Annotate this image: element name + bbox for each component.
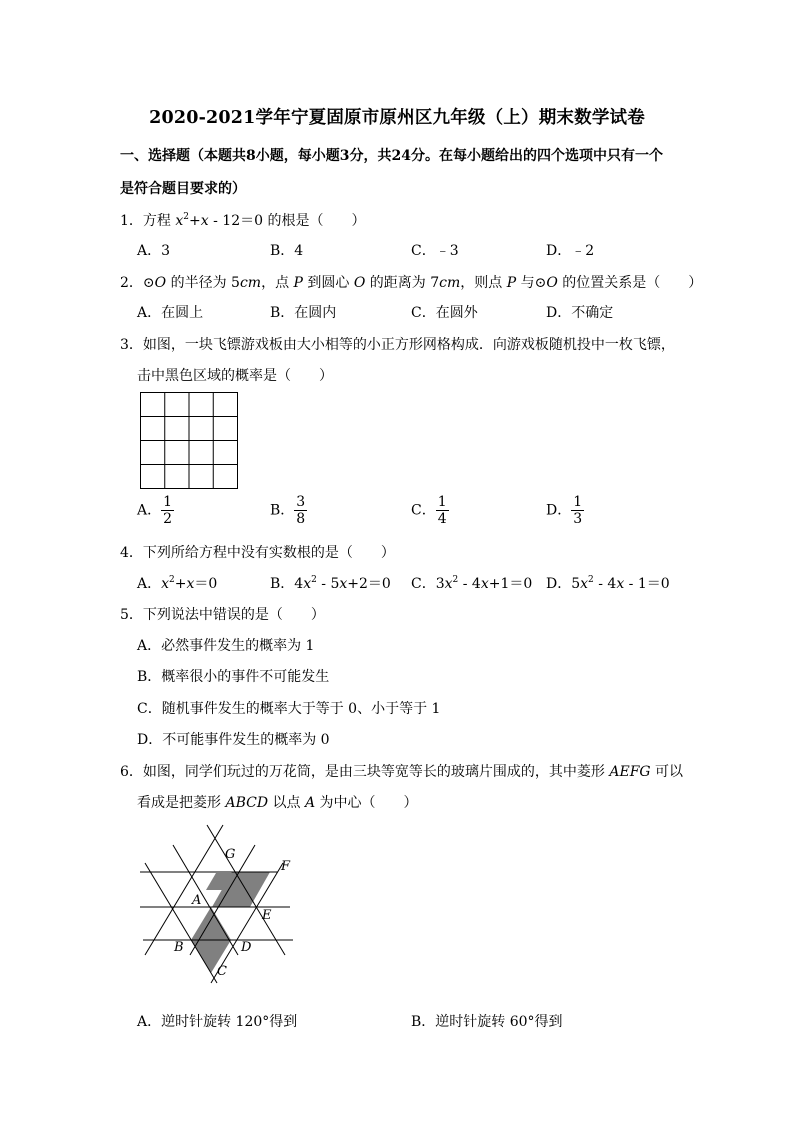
option-d[interactable]: D．﹣2 [546, 243, 595, 259]
question-5: 5．下列说法中错误的是（ ） [120, 607, 325, 623]
question-1: 1．方程 $x^2+x - 12=0$ 的根是（ ） [120, 212, 366, 229]
point-label-g: G [225, 847, 236, 862]
option-b[interactable]: B． $\frac{3}{8}$ [270, 494, 306, 527]
section-heading-cont: 是符合题目要求的） [120, 181, 246, 197]
question-2: 2．⊙O 的半径为 5cm，点 P 到圆心 O 的距离为 7cm，则点 P 与⊙O 的位置关系是（ ） [120, 275, 703, 291]
option-a[interactable]: A． $\frac{1}{2}$ [137, 494, 173, 527]
option-c[interactable]: C．随机事件发生的概率大于等于 0、小于等于 1 [137, 701, 441, 717]
fraction: $\frac{3}{8}$ [296, 494, 306, 527]
question-number: 1． [120, 213, 143, 229]
option-c[interactable]: C．﹣3 [411, 243, 459, 259]
point-label-c: C [217, 964, 227, 979]
option-c[interactable]: C．$3x^2 - 4x+1=0$ [411, 575, 533, 592]
option-b[interactable]: B．$4x^2 - 5x+2=0$ [270, 575, 391, 592]
question-6: 6．如图，同学们玩过的万花筒，是由三块等宽等长的玻璃片围成的，其中菱形 AEFG 可以 [120, 764, 684, 780]
option-c[interactable]: C．在圆外 [411, 305, 478, 321]
option-a[interactable]: A．$x^2+x=0$ [137, 575, 218, 592]
page-title: 2020-2021学年宁夏固原市原州区九年级（上）期末数学试卷 [149, 108, 645, 128]
question-3-cont: 击中黑色区域的概率是（ ） [137, 368, 333, 384]
point-label-d: D [241, 940, 252, 955]
question-6-cont: 看成是把菱形 ABCD 以点 A 为中心（ ） [137, 795, 418, 811]
option-a[interactable]: A．3 [137, 243, 171, 259]
section-heading: 一、选择题（本题共8小题，每小题3分，共24分。在每小题给出的四个选项中只有一个 [120, 148, 663, 164]
fraction: $\frac{1}{4}$ [437, 494, 447, 527]
option-a[interactable]: A．在圆上 [137, 305, 204, 321]
fraction: $\frac{1}{2}$ [163, 494, 173, 527]
point-label-a: A [192, 893, 202, 908]
kaleidoscope-figure [135, 815, 310, 985]
point-label-e: E [262, 908, 272, 923]
option-b[interactable]: B．在圆内 [270, 305, 337, 321]
option-d[interactable]: D．$5x^2 - 4x - 1=0$ [546, 575, 670, 592]
option-a[interactable]: A．必然事件发生的概率为 1 [137, 638, 315, 654]
fraction: $\frac{1}{3}$ [573, 494, 583, 527]
option-d[interactable]: D．不可能事件发生的概率为 0 [137, 732, 330, 748]
question-3: 3．如图，一块飞镖游戏板由大小相等的小正方形网格构成．向游戏板随机投中一枚飞镖， [120, 337, 675, 353]
point-label-b: B [174, 940, 184, 955]
option-c[interactable]: C． $\frac{1}{4}$ [411, 494, 447, 527]
option-b[interactable]: B．逆时针旋转 60°得到 [411, 1014, 563, 1030]
dartboard-grid-figure [140, 392, 240, 490]
option-d[interactable]: D．不确定 [546, 305, 614, 321]
option-b[interactable]: B．概率很小的事件不可能发生 [137, 669, 330, 685]
option-a[interactable]: A．逆时针旋转 120°得到 [137, 1014, 298, 1030]
point-label-f: F [281, 859, 291, 874]
question-4: 4．下列所给方程中没有实数根的是（ ） [120, 545, 395, 561]
option-d[interactable]: D． $\frac{1}{3}$ [546, 494, 583, 527]
option-b[interactable]: B．4 [270, 243, 304, 259]
